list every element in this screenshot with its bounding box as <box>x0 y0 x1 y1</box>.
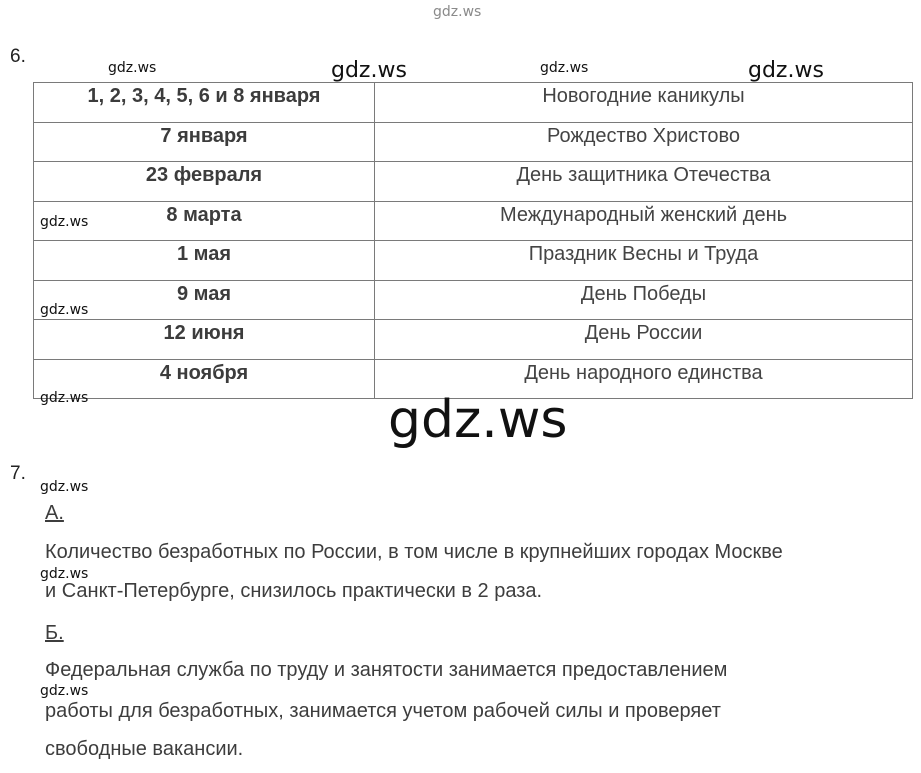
watermark-top: gdz.ws <box>433 4 482 20</box>
task-number-7: 7. <box>10 463 26 484</box>
table-row <box>34 241 913 281</box>
table-row <box>34 280 913 320</box>
answer-a-line: и Санкт-Петербурге, снизилось практически в 2 раза. <box>45 580 543 602</box>
watermark: gdz.ws <box>748 58 824 83</box>
holiday-date: 7 января <box>34 122 375 162</box>
watermark: gdz.ws <box>331 58 407 83</box>
holiday-date: 9 мая <box>34 280 375 320</box>
answer-b-label: Б. <box>45 622 64 644</box>
table-row <box>34 83 913 123</box>
answer-b-line: работы для безработных, занимается учетом рабочей силы и проверяет <box>45 700 721 722</box>
holiday-date: 1 мая <box>34 241 375 281</box>
holiday-date: 4 ноября <box>34 359 375 399</box>
holiday-name: День защитника Отечества <box>375 162 913 202</box>
holiday-name: Рождество Христово <box>375 122 913 162</box>
watermark: gdz.ws <box>40 214 89 230</box>
holiday-date: 8 марта <box>34 201 375 241</box>
watermark: gdz.ws <box>40 479 89 495</box>
table-row <box>34 201 913 241</box>
watermark: gdz.ws <box>108 60 157 76</box>
holiday-date: 1, 2, 3, 4, 5, 6 и 8 января <box>34 83 375 123</box>
holiday-name: Новогодние каникулы <box>375 83 913 123</box>
watermark: gdz.ws <box>40 390 89 406</box>
answer-b-line: Федеральная служба по труду и занятости занимается предоставлением <box>45 659 728 681</box>
holidays-table <box>33 82 913 399</box>
holiday-name: Праздник Весны и Труда <box>375 241 913 281</box>
holiday-date: 12 июня <box>34 320 375 360</box>
holiday-name: День Победы <box>375 280 913 320</box>
table-row <box>34 162 913 202</box>
answer-b-line: свободные вакансии. <box>45 738 244 760</box>
holiday-name: День народного единства <box>375 359 913 399</box>
watermark-large: gdz.ws <box>388 390 568 450</box>
table-row <box>34 320 913 360</box>
holiday-name: Международный женский день <box>375 201 913 241</box>
watermark: gdz.ws <box>40 683 89 699</box>
holiday-name: День России <box>375 320 913 360</box>
table-row <box>34 122 913 162</box>
task-number-6: 6. <box>10 46 26 67</box>
watermark: gdz.ws <box>540 60 589 76</box>
answer-a-line: Количество безработных по России, в том числе в крупнейших городах Москве <box>45 541 783 563</box>
answer-a-label: А. <box>45 502 64 524</box>
watermark: gdz.ws <box>40 566 89 582</box>
watermark: gdz.ws <box>40 302 89 318</box>
holiday-date: 23 февраля <box>34 162 375 202</box>
